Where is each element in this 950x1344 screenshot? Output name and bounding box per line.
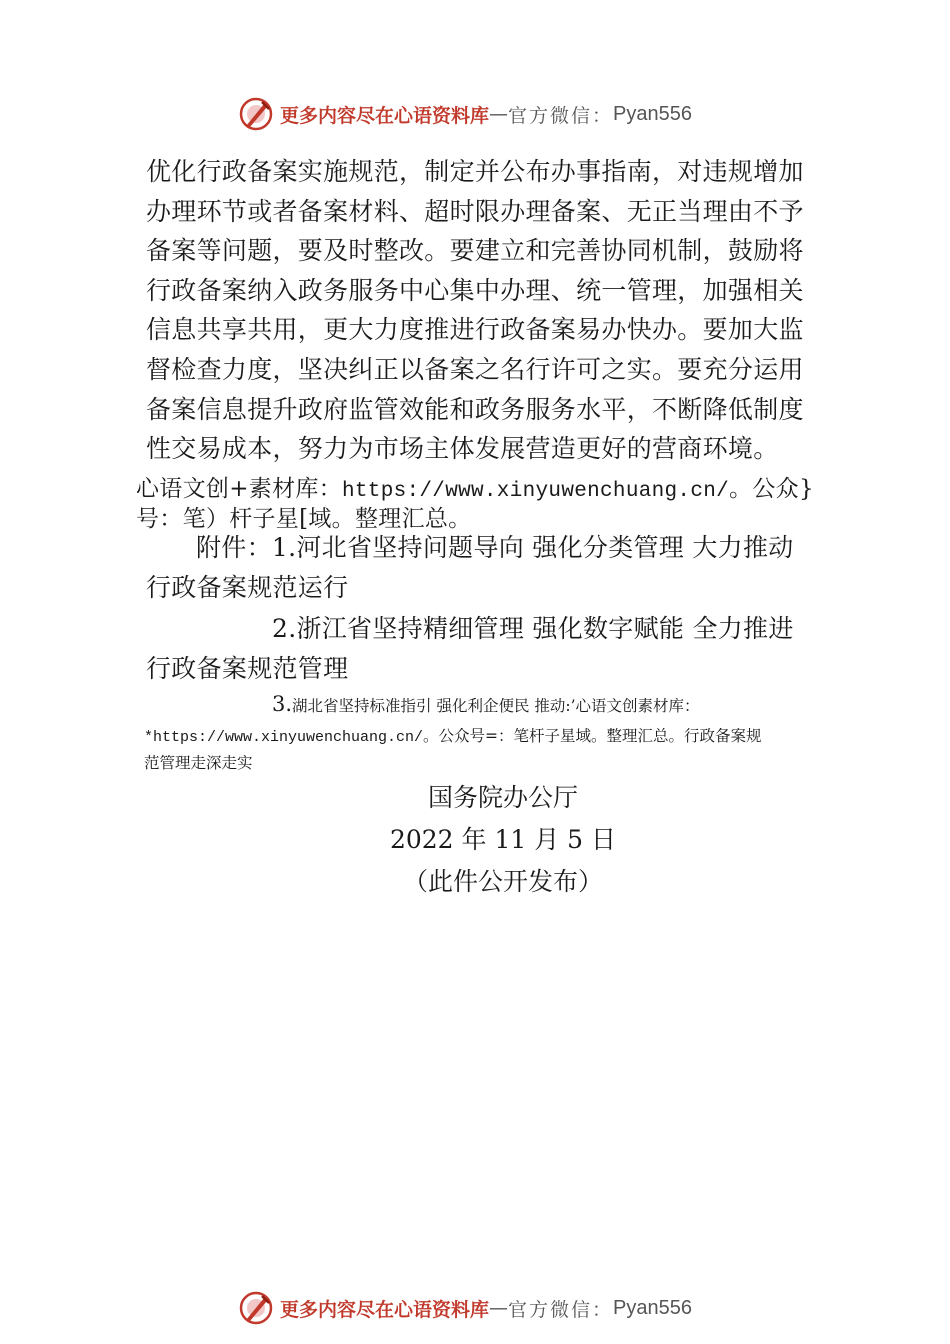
watermark-line-1	[136, 470, 814, 503]
body-line: 备案信息提升政府监管效能和政务服务水平，不断降低制度	[146, 395, 804, 424]
banner-dash: —	[489, 103, 509, 125]
attachment-3-text: 湖北省坚持标准指引 强化利企便民 推动:’心语文创素材库：	[292, 697, 700, 715]
header-banner	[238, 94, 758, 134]
footer-banner	[238, 1288, 758, 1328]
attachment-3-line-1	[272, 692, 700, 716]
body-line: 督检查力度，坚决纠正以备案之名行许可之实。要充分运用	[146, 355, 804, 384]
attachment-3-url: *https://www.xinyuwenchuang.cn/	[144, 729, 424, 746]
watermark-line-2: 号：笔）杆子星[域。整理汇总。	[136, 506, 472, 532]
body-line: 行政备案纳入政务服务中心集中办理、统一管理，加强相关	[146, 276, 804, 305]
attachment-1-line-2: 行政备案规范运行	[146, 573, 349, 602]
banner-wechat-id: Pyan556	[613, 102, 692, 125]
body-line: 性交易成本，努力为市场主体发展营造更好的营商环境。	[146, 434, 779, 463]
watermark-label: 心语文创+素材库：	[136, 476, 342, 502]
quill-seal-icon	[238, 1290, 274, 1326]
issue-date: 2022 年 11 月 5 日	[389, 825, 617, 854]
issuer: 国务院办公厅	[427, 783, 578, 812]
banner-wechat-id: Pyan556	[613, 1296, 692, 1319]
watermark-suffix: 。公众}	[729, 476, 814, 502]
banner-wechat-label: 官方微信：	[508, 104, 614, 127]
attachment-2-line-1: 2.浙江省坚持精细管理 强化数字赋能 全力推进	[272, 614, 794, 643]
attachment-3-rest: 。公众号=：笔杆子星域。整理汇总。行政备案规	[423, 727, 762, 745]
watermark-url: https://www.xinyuwenchuang.cn/	[341, 480, 730, 503]
attachment-3-line-3: 范管理走深走实	[144, 754, 253, 772]
attachment-3-line-2	[144, 724, 762, 746]
quill-seal-icon	[238, 96, 274, 132]
banner-wechat-label: 官方微信：	[508, 1298, 614, 1321]
banner-text-main: 更多内容尽在心语资料库	[280, 104, 490, 127]
attachment-1-line-1: 附件：1.河北省坚持问题导向 强化分类管理 大力推动	[196, 533, 794, 562]
attachment-3-number: 3.	[272, 692, 293, 716]
body-line: 办理环节或者备案材料、超时限办理备案、无正当理由不予	[146, 197, 804, 226]
body-line: 信息共享共用，更大力度推进行政备案易办快办。要加大监	[146, 315, 804, 344]
body-line: 优化行政备案实施规范，制定并公布办事指南，对违规增加	[146, 157, 804, 186]
body-line: 备案等问题，要及时整改。要建立和完善协同机制，鼓励将	[146, 236, 804, 265]
banner-text-main: 更多内容尽在心语资料库	[280, 1298, 490, 1321]
attachment-2-line-2: 行政备案规范管理	[146, 654, 349, 683]
publication-note: （此件公开发布）	[402, 867, 603, 896]
banner-dash: —	[489, 1297, 509, 1319]
